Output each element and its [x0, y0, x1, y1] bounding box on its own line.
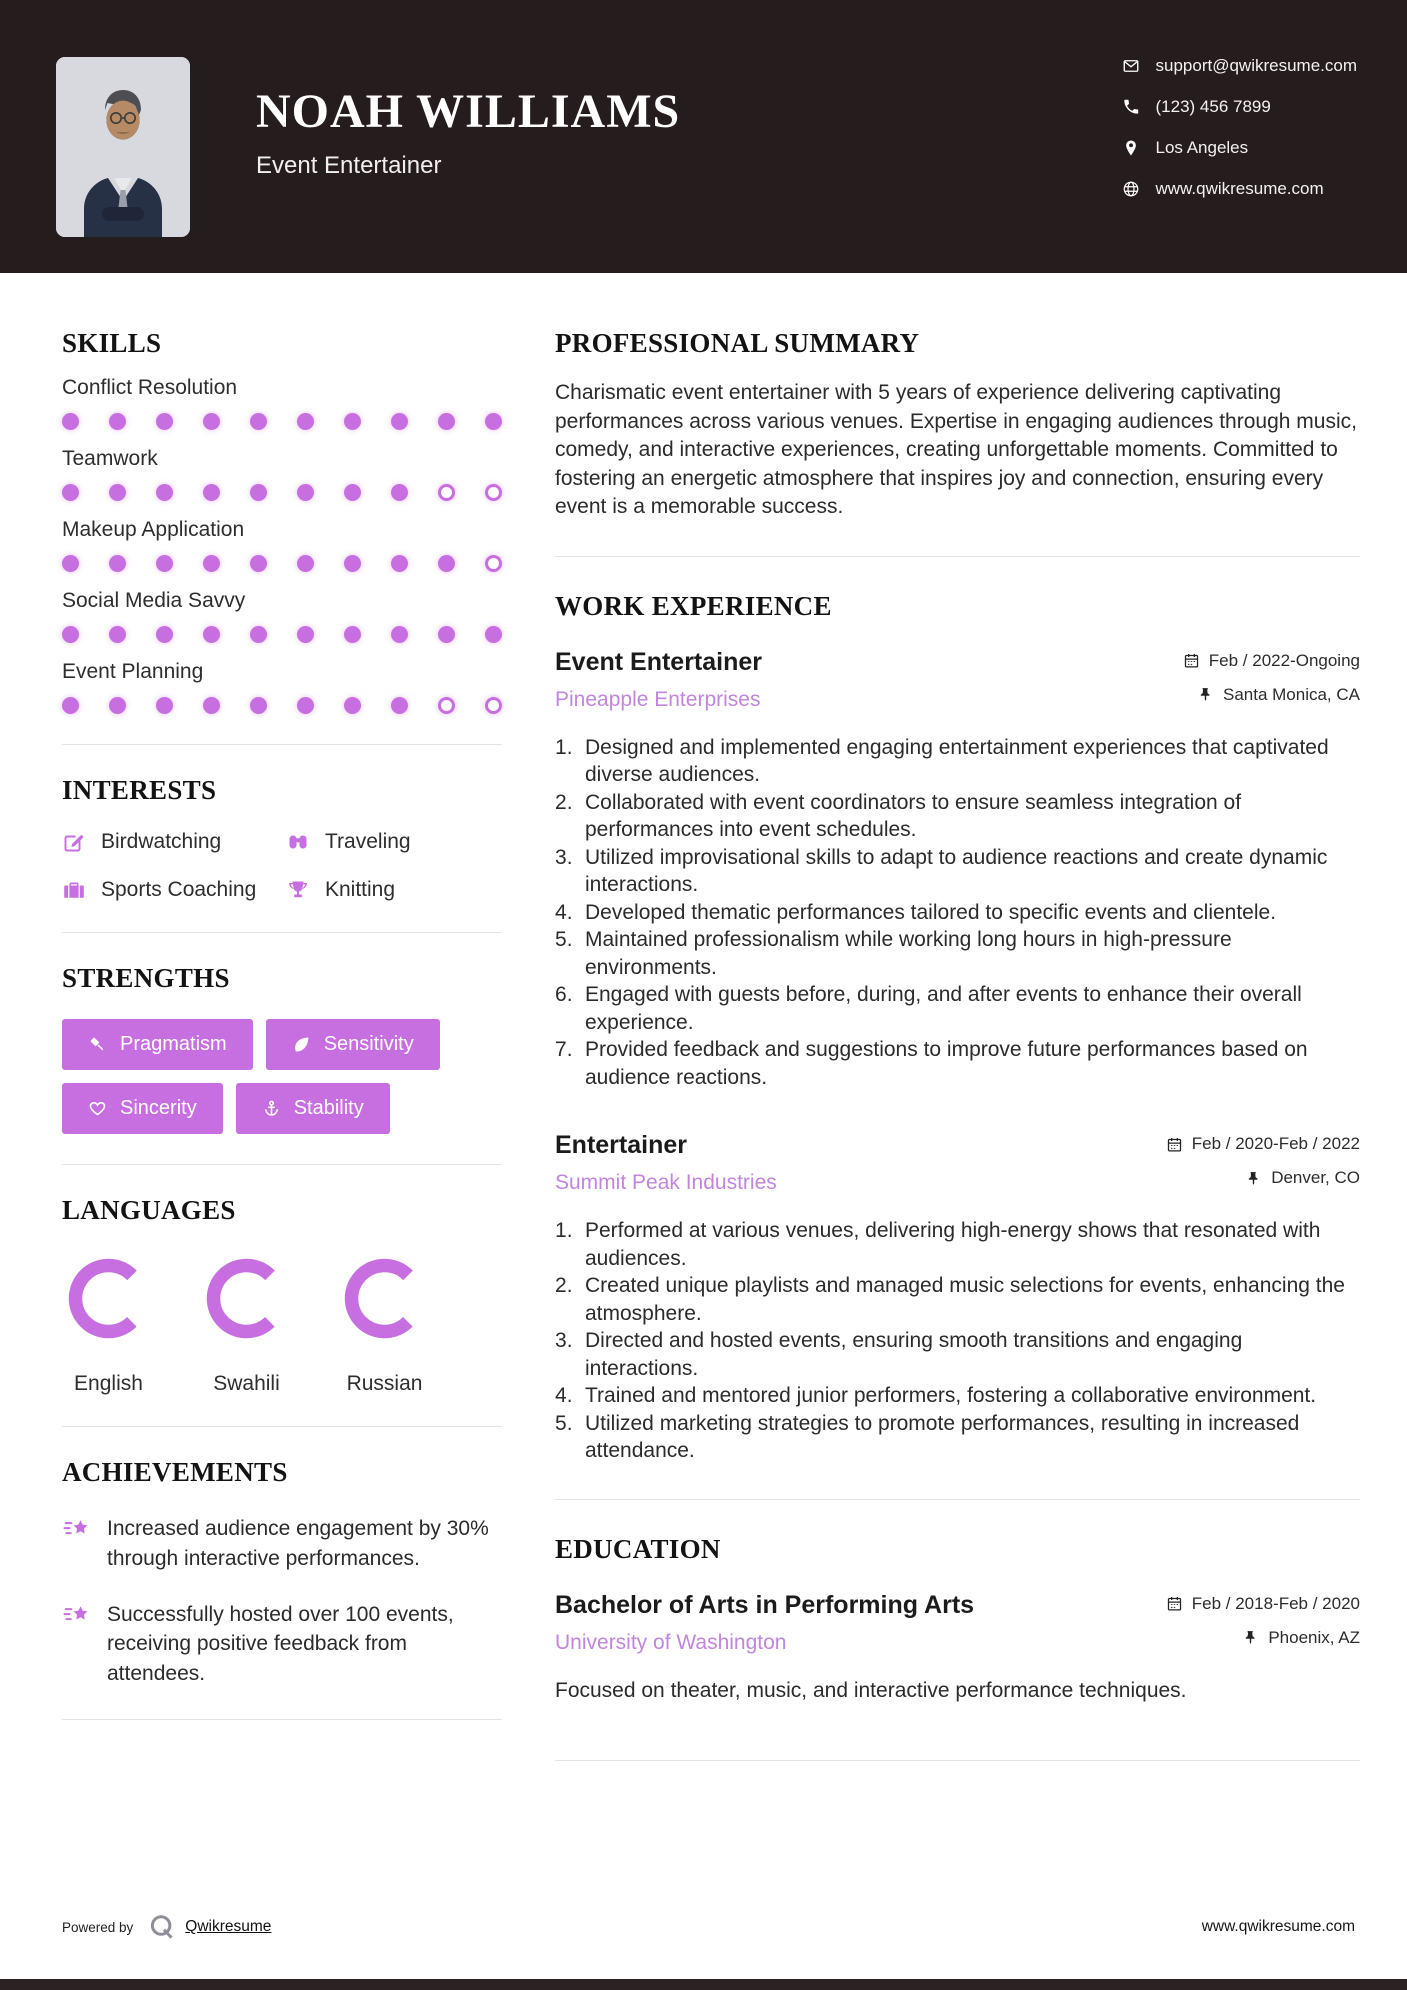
job-title-company	[555, 648, 762, 712]
anchor-icon	[262, 1099, 281, 1118]
skill-dot-filled	[485, 413, 502, 430]
education-location-row	[1242, 1628, 1360, 1648]
contact-text: Los Angeles	[1155, 138, 1249, 157]
gavel-icon	[88, 1035, 107, 1054]
summary-section	[555, 328, 1360, 557]
interest-item	[62, 878, 286, 902]
profile-photo	[56, 57, 190, 237]
interest-item	[286, 878, 502, 902]
achievement-item	[62, 1600, 502, 1689]
skill-dot-filled	[344, 697, 361, 714]
skill-dot-filled	[62, 626, 79, 643]
skill-dot-filled	[203, 555, 220, 572]
achievement-text: Increased audience engagement by 30% through interactive performances.	[107, 1517, 489, 1570]
skill-dots	[62, 413, 502, 430]
language-ring	[62, 1252, 155, 1350]
interests-section	[62, 775, 502, 933]
interest-label: Traveling	[325, 830, 411, 853]
job-company: Pineapple Enterprises	[555, 687, 761, 711]
person-name: NOAH WILLIAMS	[256, 85, 681, 138]
pushpin-icon	[1242, 1629, 1259, 1646]
language-label: Russian	[346, 1372, 423, 1395]
job-entry	[555, 1131, 1360, 1465]
language-label: English	[74, 1372, 143, 1395]
footer-url: www.qwikresume.com	[1201, 1918, 1355, 1935]
contact-row	[1122, 138, 1358, 158]
duty-item: Utilized marketing strategies to promote performances, resulting in increased attendance.	[585, 1411, 1300, 1463]
job-location: Denver, CO	[1271, 1168, 1360, 1188]
job-dates: Feb / 2022-Ongoing	[1208, 650, 1360, 670]
pushpin-icon	[1245, 1170, 1262, 1187]
skill-dot-filled	[109, 484, 126, 501]
job-header	[555, 648, 1360, 712]
powered-by-label: Powered by	[62, 1919, 134, 1935]
skill-item	[62, 376, 502, 430]
skill-dot-filled	[250, 484, 267, 501]
skills-heading: SKILLS	[62, 328, 162, 358]
skill-label: Teamwork	[62, 447, 158, 470]
skill-dot-filled	[297, 555, 314, 572]
skill-item	[62, 589, 502, 643]
duty-item: Collaborated with event coordinators to ensure seamless integration of performances into event schedules.	[585, 790, 1242, 842]
job-location-row	[1197, 685, 1360, 705]
duty-item: Designed and implemented engaging entertainment experiences that captivated diverse audiences.	[585, 735, 1329, 787]
job-title: Event Entertainer	[555, 647, 763, 676]
job-title: Entertainer	[555, 1131, 687, 1160]
skill-dot-filled	[156, 484, 173, 501]
skill-dot-filled	[156, 413, 173, 430]
languages-section	[62, 1195, 502, 1427]
language-label: Swahili	[213, 1372, 280, 1395]
skill-dot-filled	[156, 697, 173, 714]
education-dates: Feb / 2018-Feb / 2020	[1191, 1593, 1360, 1613]
job-entry	[555, 648, 1360, 1092]
skill-dot-filled	[109, 555, 126, 572]
job-duties-list	[555, 734, 1360, 1092]
skill-dots	[62, 555, 502, 572]
globe-icon	[1122, 180, 1140, 198]
header	[0, 0, 1407, 273]
calendar-icon	[1183, 652, 1200, 669]
job-meta	[1183, 648, 1360, 705]
skill-dots	[62, 697, 502, 714]
qwikresume-link[interactable]: Qwikresume	[185, 1918, 272, 1935]
strength-tag	[62, 1019, 253, 1070]
education-meta	[1166, 1591, 1360, 1648]
skill-dot-filled	[391, 484, 408, 501]
duty-item: Directed and hosted events, ensuring smooth transitions and engaging interactions.	[585, 1329, 1243, 1380]
skill-dot-filled	[203, 413, 220, 430]
skill-dot-empty	[438, 484, 455, 501]
qwikresume-logo-icon	[147, 1912, 177, 1942]
interest-item	[286, 830, 502, 854]
language-ring	[200, 1252, 293, 1350]
interest-label: Knitting	[325, 878, 396, 901]
school-name: University of Washington	[555, 1630, 787, 1654]
duty-item: Maintained professionalism while working long hours in high-pressure environments.	[585, 928, 1232, 979]
skill-dot-filled	[156, 626, 173, 643]
duty-item: Performed at various venues, delivering high-energy shows that resonated with audiences.	[585, 1219, 1321, 1270]
strength-tag	[62, 1083, 223, 1134]
skill-dot-filled	[391, 413, 408, 430]
achievements-heading: ACHIEVEMENTS	[62, 1457, 288, 1487]
job-duties-list	[555, 1217, 1360, 1465]
skill-item	[62, 660, 502, 714]
calendar-icon	[1166, 1595, 1183, 1612]
skill-dot-filled	[438, 555, 455, 572]
content	[0, 273, 1407, 1795]
trophy-icon	[286, 878, 310, 902]
interest-item	[62, 830, 286, 854]
skill-dot-empty	[485, 484, 502, 501]
location-icon	[1122, 139, 1140, 157]
job-dates-row	[1183, 651, 1360, 671]
interests-heading: INTERESTS	[62, 775, 217, 805]
duty-item: Created unique playlists and managed music selections for events, enhancing the atmosphere.	[585, 1274, 1345, 1325]
education-description: Focused on theater, music, and interactive performance techniques.	[555, 1678, 1187, 1702]
contact-text: (123) 456 7899	[1155, 97, 1271, 116]
skill-dot-filled	[297, 484, 314, 501]
duty-item: Trained and mentored junior performers, fostering a collaborative environment.	[585, 1384, 1317, 1408]
skill-item	[62, 518, 502, 572]
work-experience-heading: WORK EXPERIENCE	[555, 590, 832, 621]
interests-list	[62, 830, 502, 902]
skill-dot-filled	[344, 484, 361, 501]
skill-dot-filled	[62, 484, 79, 501]
contact-row	[1122, 179, 1358, 199]
skill-item	[62, 447, 502, 501]
pencil-icon	[62, 830, 86, 854]
skill-dot-filled	[109, 697, 126, 714]
skill-dot-filled	[203, 697, 220, 714]
skill-label: Event Planning	[62, 660, 204, 683]
duty-item: Utilized improvisational skills to adapt to audience reactions and create dynamic interactions.	[585, 845, 1328, 897]
contact-block	[1122, 56, 1358, 199]
skill-label: Makeup Application	[62, 518, 245, 541]
job-dates-row	[1166, 1134, 1360, 1154]
skill-dot-filled	[344, 555, 361, 572]
identity-block	[256, 85, 681, 180]
job-meta	[1166, 1131, 1360, 1188]
strength-label: Sincerity	[120, 1097, 197, 1119]
interest-label: Sports Coaching	[101, 878, 257, 901]
strengths-section	[62, 963, 502, 1165]
person-portrait-illustration	[56, 57, 190, 237]
skill-dot-filled	[438, 626, 455, 643]
skill-dot-filled	[109, 413, 126, 430]
skill-dot-filled	[391, 555, 408, 572]
strengths-list	[62, 1019, 502, 1134]
skills-section	[62, 328, 502, 745]
summary-text: Charismatic event entertainer with 5 years of experience delivering captivating performances across various venues. Expertise in engaging audiences through music, comedy, and interactive experiences, creating unforgettable moments. Committed to fostering an energetic atmosphere that inspires joy and connection, ensuring every event is a memorable success.	[555, 381, 1357, 519]
person-job-title: Event Entertainer	[256, 152, 442, 179]
education-header	[555, 1591, 1360, 1655]
shooting-star-icon	[62, 1601, 92, 1631]
skill-dot-filled	[250, 697, 267, 714]
skill-label: Social Media Savvy	[62, 589, 246, 612]
language-item	[62, 1252, 155, 1396]
strength-label: Pragmatism	[120, 1033, 227, 1055]
job-title-company	[555, 1131, 777, 1195]
skill-dot-filled	[62, 555, 79, 572]
skills-list	[62, 376, 502, 714]
degree-title: Bachelor of Arts in Performing Arts	[555, 1590, 975, 1619]
achievements-section	[62, 1457, 502, 1720]
duty-item: Developed thematic performances tailored to specific events and clientele.	[585, 900, 1277, 924]
skill-dot-filled	[203, 484, 220, 501]
skill-dot-filled	[391, 626, 408, 643]
job-location: Santa Monica, CA	[1222, 684, 1360, 704]
phone-icon	[1122, 98, 1140, 116]
achievement-item	[62, 1514, 502, 1574]
achievement-text: Successfully hosted over 100 events, receiving positive feedback from attendees.	[107, 1602, 454, 1686]
skill-label: Conflict Resolution	[62, 376, 238, 399]
briefcase-icon	[62, 878, 86, 902]
skill-dots	[62, 484, 502, 501]
strength-label: Sensitivity	[323, 1033, 414, 1055]
skill-dot-filled	[438, 413, 455, 430]
calendar-icon	[1166, 1136, 1183, 1153]
leaf-icon	[292, 1035, 311, 1054]
languages-heading: LANGUAGES	[62, 1195, 236, 1225]
right-column	[555, 328, 1360, 1795]
contact-row	[1122, 97, 1358, 117]
education-section	[555, 1534, 1360, 1762]
skill-dot-filled	[297, 626, 314, 643]
skill-dot-filled	[250, 626, 267, 643]
skill-dot-filled	[297, 697, 314, 714]
binoculars-icon	[286, 830, 310, 854]
languages-list	[62, 1252, 502, 1396]
job-location-row	[1245, 1168, 1360, 1188]
skill-dot-filled	[344, 626, 361, 643]
education-heading: EDUCATION	[555, 1533, 721, 1564]
language-ring	[338, 1252, 431, 1350]
skill-dot-empty	[485, 697, 502, 714]
strengths-heading: STRENGTHS	[62, 963, 230, 993]
heart-icon	[88, 1099, 107, 1118]
skill-dot-empty	[438, 697, 455, 714]
skill-dot-filled	[344, 413, 361, 430]
work-experience-section	[555, 591, 1360, 1500]
skill-dots	[62, 626, 502, 643]
skill-dot-filled	[156, 555, 173, 572]
education-dates-row	[1166, 1594, 1360, 1614]
skill-dot-empty	[485, 555, 502, 572]
contact-text: www.qwikresume.com	[1155, 179, 1324, 198]
skill-dot-filled	[109, 626, 126, 643]
degree-school	[555, 1591, 974, 1655]
contact-row	[1122, 56, 1358, 76]
duty-item: Engaged with guests before, during, and after events to enhance their overall experience.	[585, 983, 1302, 1034]
page-bottom-bar	[0, 1979, 1407, 1990]
strength-label: Stability	[293, 1097, 364, 1119]
education-location: Phoenix, AZ	[1268, 1627, 1360, 1647]
skill-dot-filled	[391, 697, 408, 714]
strength-tag	[266, 1019, 440, 1070]
achievements-list	[62, 1514, 502, 1689]
skill-dot-filled	[62, 413, 79, 430]
duty-item: Provided feedback and suggestions to improve future performances based on audience reactions.	[585, 1038, 1308, 1089]
pushpin-icon	[1197, 686, 1214, 703]
job-dates: Feb / 2020-Feb / 2022	[1191, 1134, 1360, 1154]
job-header	[555, 1131, 1360, 1195]
shooting-star-icon	[62, 1515, 92, 1545]
skill-dot-filled	[297, 413, 314, 430]
interest-label: Birdwatching	[101, 830, 222, 853]
skill-dot-filled	[485, 626, 502, 643]
skill-dot-filled	[62, 697, 79, 714]
language-item	[338, 1252, 431, 1396]
left-column	[62, 328, 502, 1795]
skill-dot-filled	[203, 626, 220, 643]
job-company: Summit Peak Industries	[555, 1171, 777, 1195]
footer	[0, 1912, 1407, 1942]
contact-text: support@qwikresume.com	[1155, 56, 1357, 75]
skill-dot-filled	[250, 413, 267, 430]
email-icon	[1122, 57, 1140, 75]
language-item	[200, 1252, 293, 1396]
strength-tag	[236, 1083, 390, 1134]
skill-dot-filled	[250, 555, 267, 572]
summary-heading: PROFESSIONAL SUMMARY	[555, 328, 920, 358]
education-entry	[555, 1591, 1360, 1706]
